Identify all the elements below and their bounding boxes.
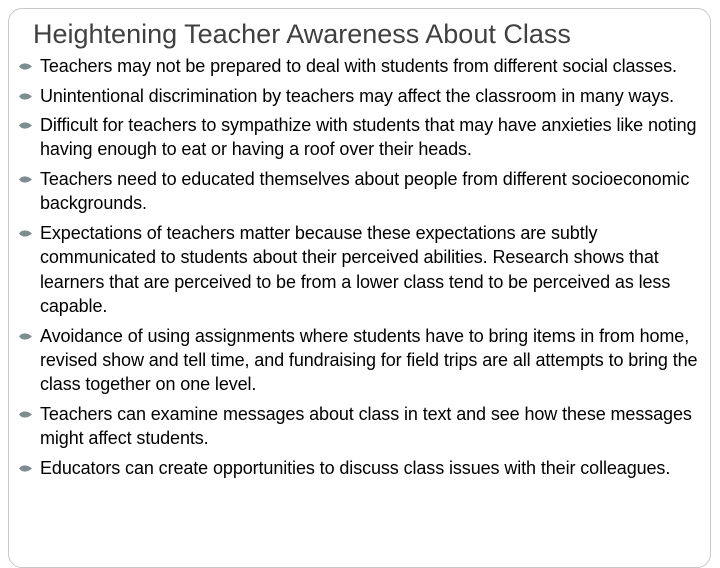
bullet-item [18,456,708,480]
chevron-arrow-bullet-icon [18,331,34,342]
bullet-item [18,113,708,162]
bullet-text: Expectations of teachers matter because these expectations are subtly communicated to students about their perceived abilities. Research shows that learners that are perceived to be from a lower class tend to be perceived as less capable. [40,222,671,317]
chevron-arrow-bullet-icon [18,228,34,239]
bullet-list [18,54,708,485]
bullet-item [18,402,708,451]
slide-title: Heightening Teacher Awareness About Class [33,19,571,49]
chevron-arrow-bullet-icon [18,409,34,420]
chevron-arrow-bullet-icon [18,174,34,185]
bullet-text: Teachers need to educated themselves about people from different socioeconomic backgrounds. [40,168,690,214]
chevron-arrow-bullet-icon [18,120,34,131]
bullet-item [18,221,708,319]
bullet-item [18,167,708,216]
bullet-text: Teachers can examine messages about class in text and see how these messages might affect students. [40,403,692,449]
chevron-arrow-bullet-icon [18,463,34,474]
bullet-text: Educators can create opportunities to discuss class issues with their colleagues. [40,457,671,478]
bullet-text: Difficult for teachers to sympathize with students that may have anxieties like noting having enough to eat or having a roof over their heads. [40,115,697,160]
bullet-item [18,54,708,78]
bullet-item [18,84,708,108]
bullet-text: Avoidance of using assignments where students have to bring items in from home, revised show and tell time, and fundraising for field trips are all attempts to bring the class together on one level. [40,325,698,395]
bullet-item [18,324,708,397]
chevron-arrow-bullet-icon [18,91,34,102]
chevron-arrow-bullet-icon [18,61,34,72]
bullet-text: Teachers may not be prepared to deal with students from different social classes. [40,56,677,76]
bullet-text: Unintentional discrimination by teachers may affect the classroom in many ways. [40,85,675,106]
